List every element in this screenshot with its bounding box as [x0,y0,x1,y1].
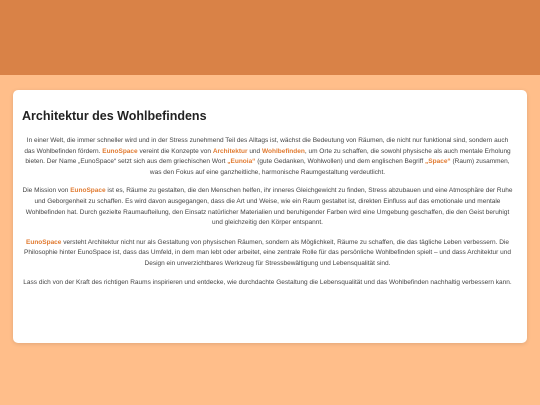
brand-highlight: EunoSpace [102,147,138,155]
intro-text-5: (gute Gedanken, Wohlwollen) und dem englischen Begriff [255,158,426,166]
article-card [13,90,527,343]
mission-paragraph [22,186,513,228]
intro-text-1: In einer Welt, die immer schneller wird und in der Stress zunehmend Teil des Alltags ist, wächst die Bedeutung von Räumen, die nicht nur funktional sind, sondern auch das Wohlbefinden fördern. [24,137,509,155]
philosophy-paragraph [22,238,513,270]
brand-highlight: EunoSpace [26,238,62,246]
brand-highlight: EunoSpace [70,187,106,195]
space-highlight: „Space“ [425,158,451,166]
wellbeing-highlight: Wohlbefinden [261,147,305,155]
intro-paragraph [22,136,513,178]
architecture-highlight: Architektur [212,147,248,155]
intro-text-2: vereint die Konzepte von [137,147,213,155]
intro-text-3: und [247,147,262,155]
mission-text-2: ist es, Räume zu gestalten, die den Menschen helfen, ihr inneres Gleichgewicht zu finden, Stress abzubauen und eine Atmosphäre der Ruhe und Geborgenheit zu schaffen. Es wird davon ausgegangen, dass die Art und Weise, wie ein Raum gestaltet ist, direkten Einfluss auf das emotionale und mentale Wohlbefinden hat. Durch gezielte Raumaufteilung, den Einsatz natürlicher Materialien und beruhigender Farben wird eine Umgebung geschaffen, die den Geist beruhigt und gleichzeitig den Körper entspannt. [25,187,513,227]
philosophy-text: versteht Architektur nicht nur als Gestaltung von physischen Räumen, sondern als Möglichkeit, Räume zu schaffen, die das tägliche Leben verbessern. Die Philosophie hinter EunoSpace ist, dass das Umfeld, in dem man lebt oder arbeitet, eine zentrale Rolle für das persönliche Wohlbefinden spielt – und dass Architektur und Design ein unverzichtbares Werkzeug für Stressbewältigung und Lebensqualität sind. [24,238,511,267]
closing-paragraph: Lass dich von der Kraft des richtigen Raums inspirieren und entdecke, wie durchdachte Gestaltung die Lebensqualität und das Wohlbefinden nachhaltig verbessern kann. [23,278,512,286]
mission-text-1: Die Mission von [22,187,71,195]
header-band [0,0,540,75]
eunoia-highlight: „Eunoia“ [227,158,256,166]
intro-text-4: , um Orte zu schaffen, die sowohl physische als auch mentale Erholung bieten. Der Name „EunoSpace“ setzt sich aus dem griechischen Wort [25,147,511,166]
article-title: Architektur des Wohlbefindens [22,109,207,123]
intro-text-6: (Raum) zusammen, was den Fokus auf eine ganzheitliche, harmonische Raumgestaltung verdeutlicht. [149,158,510,176]
